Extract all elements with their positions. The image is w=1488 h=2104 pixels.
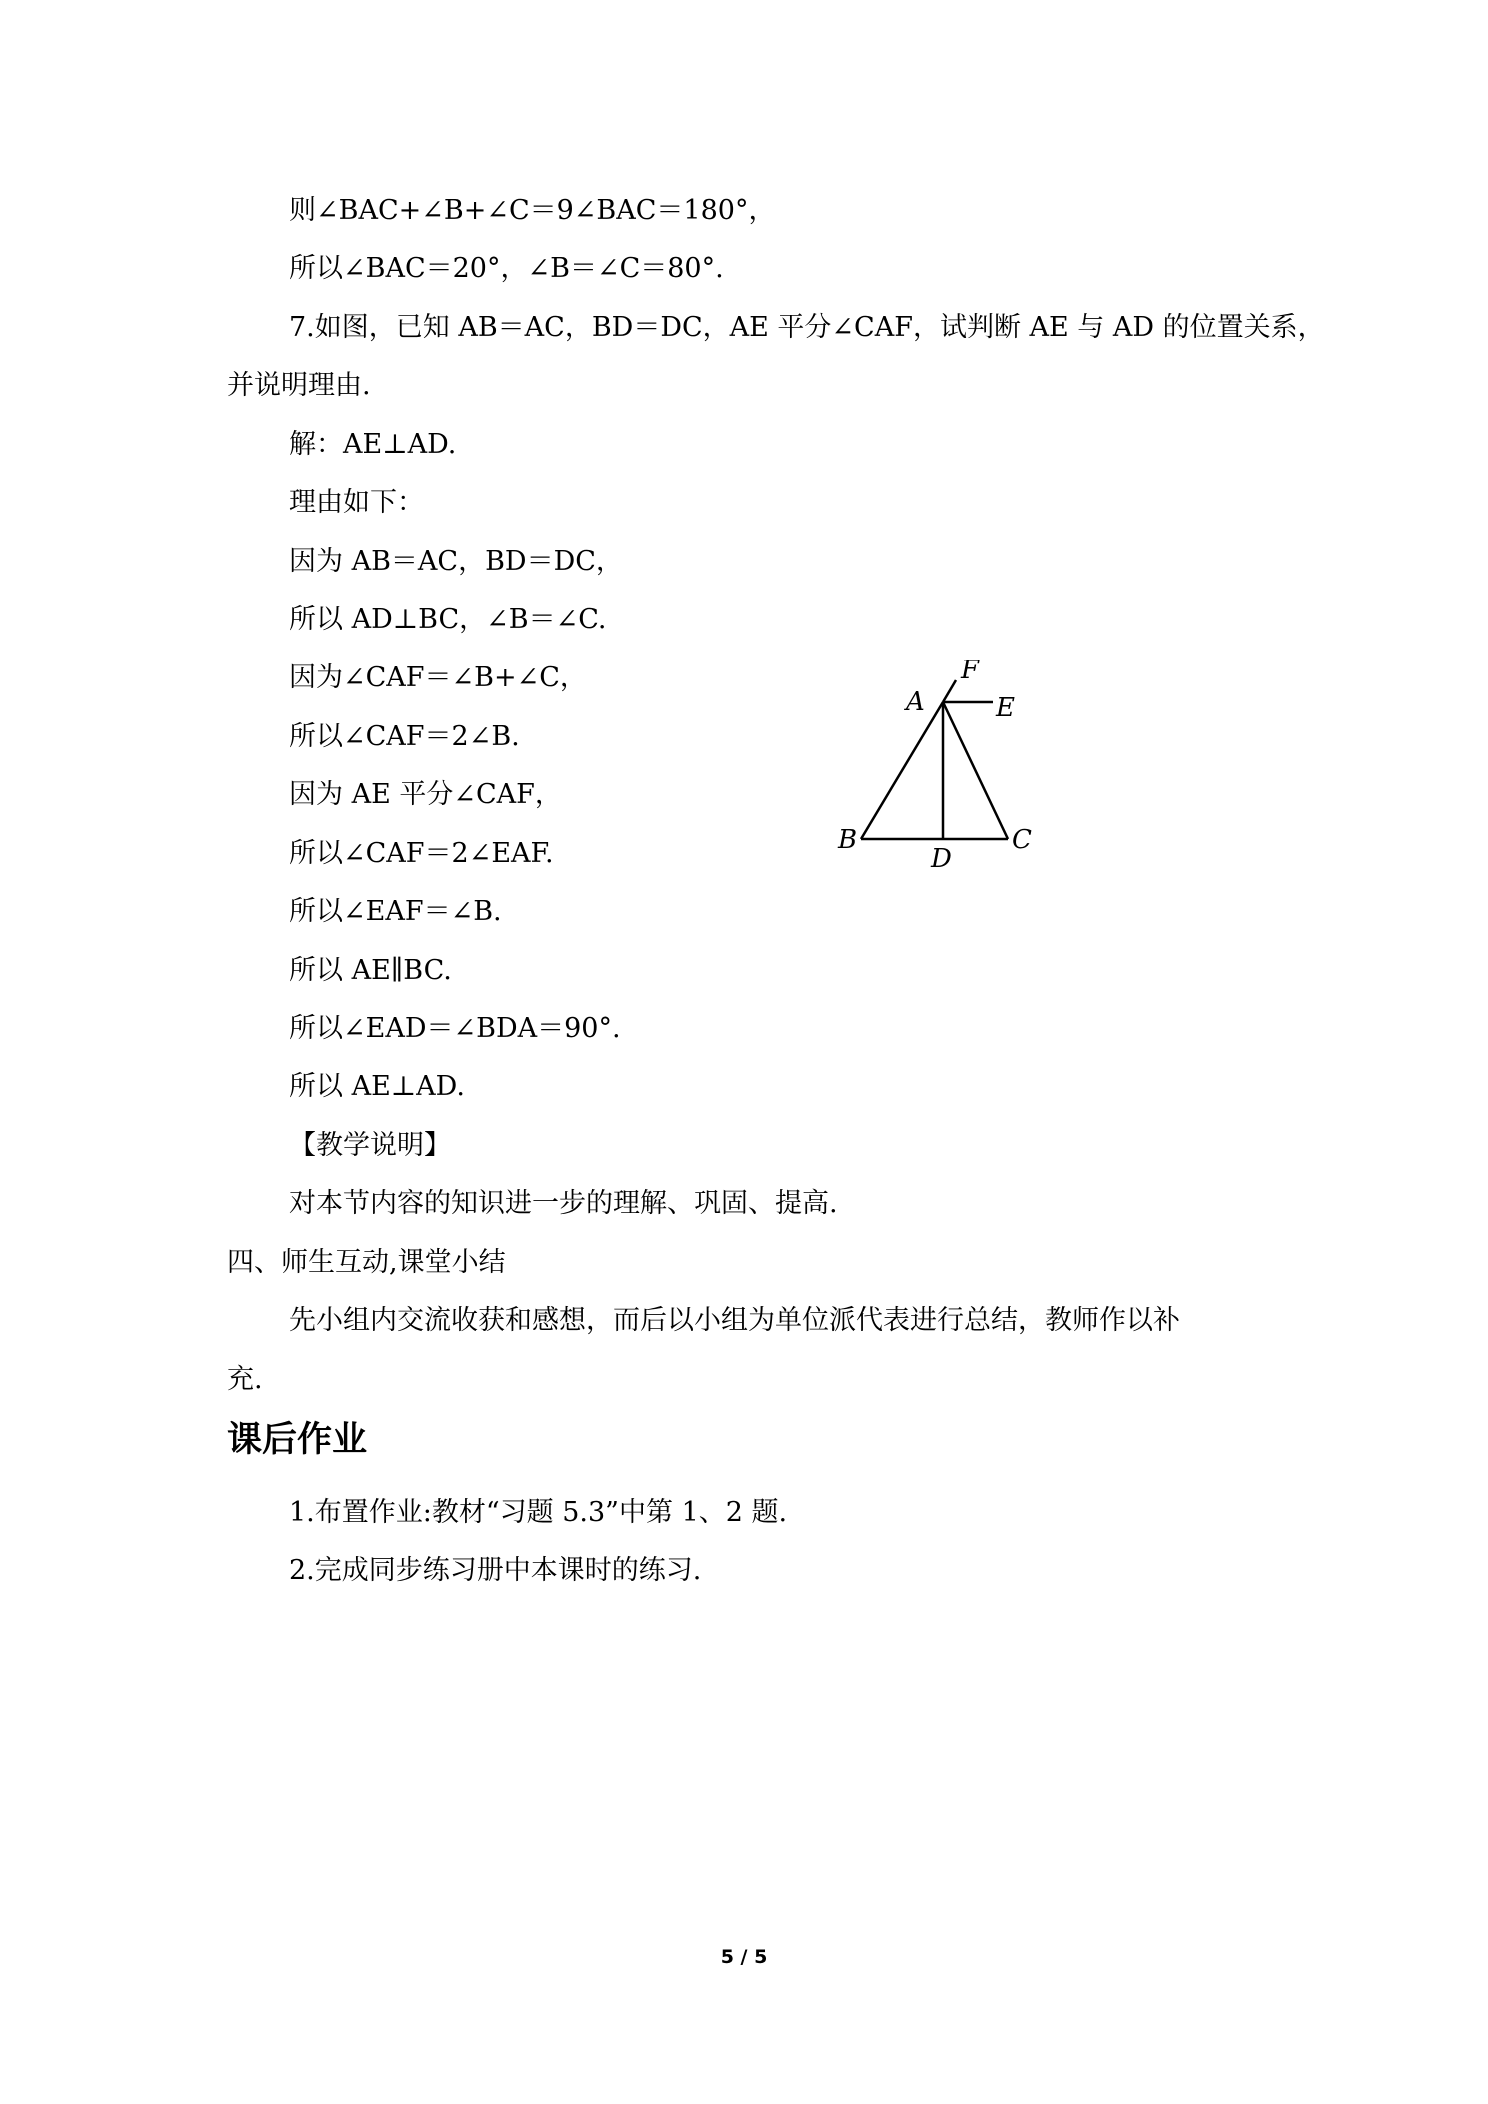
label-a: A bbox=[906, 687, 925, 717]
text-line: 充. bbox=[227, 1364, 263, 1395]
text-line: 7.如图，已知 AB＝AC，BD＝DC，AE 平分∠CAF，试判断 AE 与 AD 的位置关系， bbox=[289, 312, 1325, 343]
homework-item: 2.完成同步练习册中本课时的练习. bbox=[289, 1555, 702, 1586]
text-line: 先小组内交流收获和感想，而后以小组为单位派代表进行总结，教师作以补 bbox=[289, 1305, 1180, 1336]
side-ab bbox=[861, 702, 943, 839]
text-line: 理由如下： bbox=[289, 487, 424, 518]
text-line: 所以∠EAF＝∠B. bbox=[289, 896, 502, 927]
label-d: D bbox=[931, 844, 952, 870]
text-line: 所以 AE⊥AD. bbox=[289, 1071, 465, 1102]
homework-heading: 课后作业 bbox=[227, 1420, 368, 1460]
text-line: 因为∠CAF＝∠B+∠C， bbox=[289, 662, 587, 693]
text-line: 解：AE⊥AD. bbox=[289, 429, 457, 460]
text-line: 所以 AE∥BC. bbox=[289, 955, 452, 986]
text-line: 所以∠CAF＝2∠B. bbox=[289, 721, 520, 752]
triangle-figure bbox=[830, 660, 1060, 870]
text-line: 则∠BAC+∠B+∠C＝9∠BAC＝180°， bbox=[289, 195, 776, 226]
section-title: 四、师生互动,课堂小结 bbox=[227, 1247, 506, 1278]
page-number: 5 / 5 bbox=[720, 1946, 768, 1968]
text-line: 并说明理由. bbox=[227, 370, 371, 401]
text-line: 【教学说明】 bbox=[289, 1130, 451, 1161]
label-b: B bbox=[838, 825, 858, 855]
text-line: 所以 AD⊥BC，∠B＝∠C. bbox=[289, 604, 607, 635]
label-e: E bbox=[996, 693, 1015, 723]
label-c: C bbox=[1012, 825, 1032, 855]
text-line: 所以∠BAC＝20°，∠B＝∠C＝80°. bbox=[289, 253, 724, 284]
text-line: 所以∠EAD＝∠BDA＝90°. bbox=[289, 1013, 621, 1044]
ray-af bbox=[943, 680, 956, 702]
text-line: 对本节内容的知识进一步的理解、巩固、提高. bbox=[289, 1188, 838, 1219]
text-line: 因为 AE 平分∠CAF， bbox=[289, 779, 562, 810]
label-f: F bbox=[961, 660, 980, 685]
text-line: 所以∠CAF＝2∠EAF. bbox=[289, 838, 554, 869]
homework-item: 1.布置作业:教材“习题 5.3”中第 1、2 题. bbox=[289, 1497, 788, 1528]
text-line: 因为 AB＝AC，BD＝DC， bbox=[289, 546, 623, 577]
